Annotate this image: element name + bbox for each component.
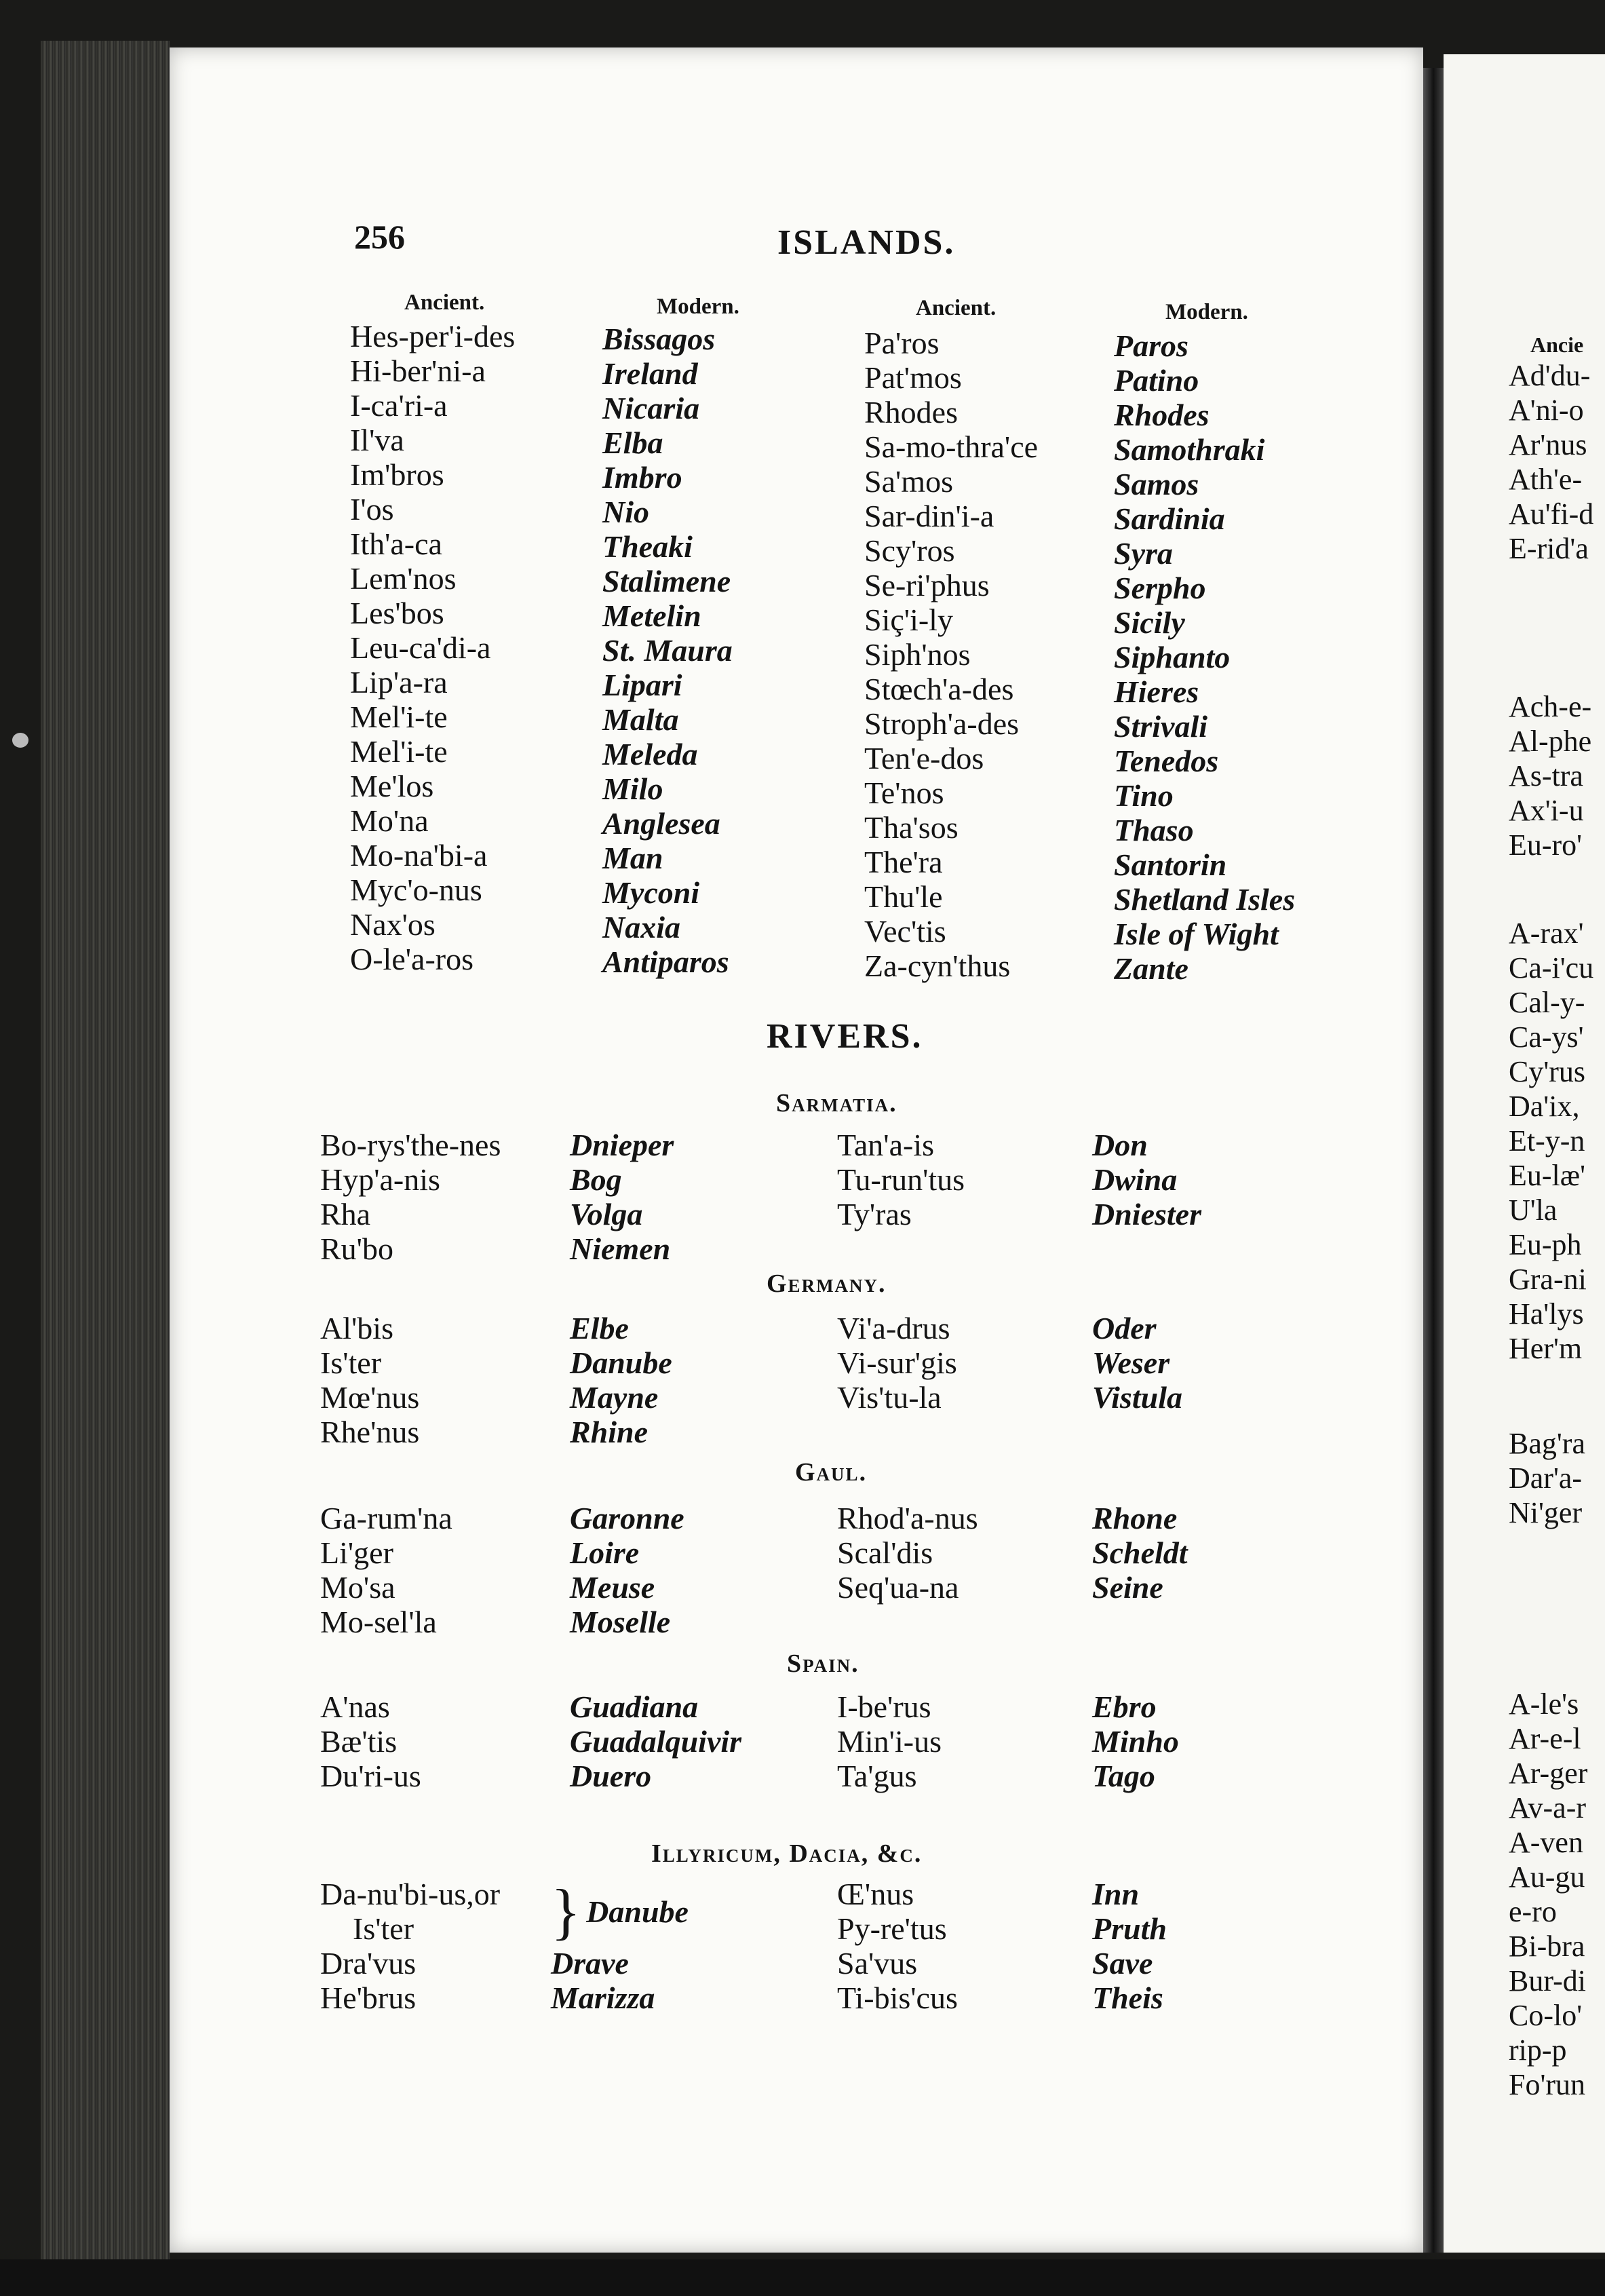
modern-name: Hieres [1114,674,1199,709]
ancient-name: Tha'sos [864,810,959,845]
facing-entry: Al-phe [1509,725,1592,758]
modern-name: Meleda [602,737,698,771]
facing-entry: Ni'ger [1509,1496,1583,1529]
modern-name: Duero [570,1759,652,1793]
facing-entry: Ar-ger [1509,1757,1588,1790]
modern-river-column [1092,1311,1182,1415]
ancient-name: Vis'tu-la [837,1380,942,1415]
ancient-river-column [320,1877,500,2015]
ancient-river-column [320,1689,421,1793]
ancient-name: I-ca'ri-a [350,388,448,423]
ancient-name: Siph'nos [864,637,971,672]
modern-name: Dniester [1092,1197,1201,1231]
facing-page [1444,54,1605,2253]
region-heading: Illyricum, Dacia, &c. [651,1839,923,1868]
modern-name: Lipari [602,668,682,702]
ancient-name: Sa'vus [837,1946,918,1981]
facing-entry: Et-y-n [1509,1124,1585,1157]
modern-name: Don [1092,1128,1148,1162]
modern-river-column [570,1311,672,1449]
modern-name: Rhone [1092,1501,1178,1535]
modern-name: Elbe [570,1311,629,1345]
modern-name: Tenedos [1114,744,1219,778]
ancient-name: Im'bros [350,457,444,492]
modern-name: Sicily [1114,605,1185,640]
facing-entry: Eu-ro' [1509,828,1583,862]
ancient-name: Thu'le [864,879,943,914]
ancient-name: Mœ'nus [320,1380,420,1415]
facing-entry: Ca-ys' [1509,1020,1584,1054]
modern-river-column [570,1689,741,1793]
modern-name: Tino [1114,778,1174,813]
modern-name: Nicaria [602,391,700,425]
ancient-name: Ty'ras [837,1197,912,1231]
modern-name: Dwina [1092,1162,1178,1197]
ancient-name: Is'ter [320,1345,382,1380]
modern-name: Shetland Isles [1114,882,1296,917]
modern-name: Sardinia [1114,501,1225,536]
modern-name: Siphanto [1114,640,1231,674]
ancient-name: Rha [320,1197,371,1231]
ancient-name: Lip'a-ra [350,665,448,700]
ancient-name: Pa'ros [864,326,940,360]
facing-group-4 [1509,1426,1585,1530]
region-heading: Gaul. [795,1458,868,1487]
modern-name: Naxia [602,910,680,944]
facing-entry: E-rid'a [1509,532,1589,565]
ancient-river-column [837,1877,958,2015]
modern-river-column [1092,1128,1201,1231]
modern-name: Ebro [1092,1689,1157,1724]
modern-name: Malta [602,702,679,737]
facing-entry: U'la [1509,1193,1558,1227]
ancient-name: Mo-na'bi-a [350,838,488,873]
ancient-name: Mel'i-te [350,700,448,734]
ancient-name: Tan'a-is [837,1128,935,1162]
modern-name: Rhine [570,1415,649,1449]
ancient-name: Scy'ros [864,533,955,568]
facing-entry: rip-p [1509,2033,1567,2067]
facing-group-2 [1509,689,1591,862]
modern-name: Guadalquivir [570,1724,742,1759]
facing-entry: Ha'lys [1509,1297,1584,1331]
modern-name: Garonne [570,1501,684,1535]
ancient-name: Al'bis [320,1311,393,1345]
ancient-name: Pat'mos [864,360,962,395]
modern-name: Imbro [602,460,682,495]
ancient-name: Ith'a-ca [350,527,442,561]
ancient-name: Li'ger [320,1535,393,1570]
modern-name: Myconi [602,875,700,910]
modern-name: Antiparos [602,944,729,979]
region-heading: Spain. [787,1649,859,1678]
modern-name: Serpho [1114,571,1206,605]
modern-name: Volga [570,1197,643,1231]
modern-name: Paros [1114,328,1188,363]
modern-name: Isle of Wight [1114,917,1279,951]
ancient-name: Se-ri'phus [864,568,990,602]
header-modern-1: Modern. [657,294,739,319]
ancient-name: Ta'gus [837,1759,917,1793]
modern-name: Tago [1092,1759,1155,1793]
ancient-name: Py-re'tus [837,1911,947,1946]
facing-group-5 [1509,1687,1587,2102]
ancient-river-column [320,1311,419,1449]
modern-name: Zante [1114,951,1188,986]
ancient-name: Dra'vus [320,1946,417,1981]
region-heading: Sarmatia. [776,1089,897,1117]
facing-entry: e-ro [1509,1895,1557,1928]
ancient-name: Lem'nos [350,561,457,596]
modern-name: Elba [602,425,663,460]
ancient-name: Da-nu'bi-us,or [320,1877,501,1911]
ancient-name: Te'nos [864,776,944,810]
ancient-name: Hes-per'i-des [350,319,516,353]
modern-name: Niemen [570,1231,671,1266]
modern-name: Oder [1092,1311,1157,1345]
facing-entry: Eu-læ' [1509,1159,1586,1192]
ancient-name: I'os [350,492,394,527]
modern-name: Danube [586,1894,689,1929]
ancient-name: Sar-din'i-a [864,499,994,533]
modern-river-column [570,1128,674,1266]
facing-entry: Dar'a- [1509,1461,1583,1495]
ancient-river-column [837,1501,978,1605]
modern-name: St. Maura [602,633,733,668]
ancient-name: Vi'a-drus [837,1311,950,1345]
ancient-name: Nax'os [350,907,436,942]
modern-name: Scheldt [1092,1535,1188,1570]
ancient-name: Vi-sur'gis [837,1345,957,1380]
ancient-name: Seq'ua-na [837,1570,959,1605]
modern-name: Bissagos [602,322,716,356]
facing-entry: Fo'run [1509,2068,1586,2101]
modern-name: Moselle [570,1605,671,1639]
modern-name: Samothraki [1114,432,1265,467]
ancient-name: Tu-run'tus [837,1162,965,1197]
modern-river-column [551,1877,689,2015]
ancient-name: Rhod'a-nus [837,1501,978,1535]
ancient-name: Ten'e-dos [864,741,984,776]
facing-entry: Ca-i'cu [1509,951,1594,984]
facing-group-1 [1509,358,1593,566]
ancient-river-column [837,1128,965,1231]
islands-ancient-column-1 [350,319,515,976]
ancient-name: Ti-bis'cus [837,1981,958,2015]
modern-name: Bog [570,1162,622,1197]
ancient-name: Rhodes [864,395,958,429]
modern-name: Mayne [570,1380,659,1415]
ancient-river-column [320,1128,501,1266]
ancient-name: Sa-mo-thra'ce [864,429,1039,464]
ancient-name: Is'ter [353,1911,414,1946]
facing-entry: Eu-ph [1509,1228,1582,1261]
facing-entry: A-ven [1509,1826,1583,1859]
ancient-name: Me'los [350,769,434,803]
modern-name: Loire [570,1535,640,1570]
ancient-name: Stœch'a-des [864,672,1014,706]
rivers-title: RIVERS. [767,1017,923,1056]
facing-entry: Ath'e- [1509,463,1583,496]
facing-entry: Au-gu [1509,1860,1585,1894]
modern-river-column [570,1501,684,1639]
facing-header: Ancie [1530,332,1584,357]
facing-entry: Au'fi-d [1509,497,1594,531]
modern-name: Nio [602,495,649,529]
ancient-name: Bo-rys'the-nes [320,1128,501,1162]
facing-entry: Her'm [1509,1332,1583,1365]
modern-name: Ireland [602,356,698,391]
facing-entry: As-tra [1509,759,1583,792]
modern-name: Theis [1092,1981,1163,2015]
modern-name: Pruth [1092,1911,1167,1946]
book-page [170,47,1423,2253]
islands-modern-column-1 [602,322,733,979]
modern-name: Drave [551,1946,629,1981]
region-heading: Germany. [767,1269,887,1298]
ancient-river-column [320,1501,452,1639]
ancient-name: Min'i-us [837,1724,942,1759]
modern-name: Weser [1092,1345,1170,1380]
header-ancient-1: Ancient. [404,290,485,315]
modern-name: Minho [1092,1724,1179,1759]
ancient-name: Il'va [350,423,404,457]
modern-name: Meuse [570,1570,655,1605]
facing-entry: Ar-e-l [1509,1722,1581,1755]
facing-entry: Da'ix, [1509,1090,1580,1123]
facing-group-3 [1509,916,1593,1366]
ancient-name: Siç'i-ly [864,602,953,637]
modern-name: Danube [570,1345,672,1380]
facing-entry: Av-a-r [1509,1791,1586,1824]
modern-name: Vistula [1092,1380,1182,1415]
modern-name: Metelin [602,598,701,633]
modern-name: Save [1092,1946,1153,1981]
margin-mark [12,733,28,748]
modern-river-column [1092,1501,1188,1605]
scan-border [0,2259,1605,2296]
page-number: 256 [354,218,405,256]
facing-entry: Co-lo' [1509,1999,1583,2032]
ancient-name: Rhe'nus [320,1415,420,1449]
book-spine [1423,68,1444,2253]
book-edge [41,41,170,2273]
facing-entry: Cy'rus [1509,1055,1586,1088]
header-ancient-2: Ancient. [916,296,997,320]
islands-modern-column-2 [1114,328,1295,986]
modern-name: Santorin [1114,847,1227,882]
modern-name: Syra [1114,536,1173,571]
modern-name: Samos [1114,467,1199,501]
modern-name: Dnieper [570,1128,674,1162]
ancient-name: Vec'tis [864,914,946,949]
islands-ancient-column-2 [864,326,1038,983]
facing-entry: Ad'du- [1509,359,1591,392]
facing-entry: A-rax' [1509,917,1584,950]
facing-entry: Bi-bra [1509,1930,1585,1963]
modern-name: Marizza [551,1981,655,2015]
brace-mark: } [551,1877,581,1946]
ancient-name: Œ'nus [837,1877,914,1911]
modern-name: Patino [1114,363,1199,398]
ancient-name: Du'ri-us [320,1759,421,1793]
ancient-name: Za-cyn'thus [864,949,1011,983]
facing-entry: A'ni-o [1509,394,1584,427]
ancient-name: The'ra [864,845,943,879]
ancient-name: Mo'sa [320,1570,395,1605]
ancient-name: I-be'rus [837,1689,931,1724]
ancient-name: He'brus [320,1981,417,2015]
ancient-name: A'nas [320,1689,390,1724]
ancient-name: Bæ'tis [320,1724,398,1759]
facing-entry: Bag'ra [1509,1427,1585,1460]
facing-entry: Ax'i-u [1509,794,1584,827]
ancient-river-column [837,1311,957,1415]
ancient-name: Sa'mos [864,464,953,499]
modern-name: Thaso [1114,813,1194,847]
ancient-name: O-le'a-ros [350,942,473,976]
facing-entry: Cal-y- [1509,986,1585,1019]
ancient-river-column [837,1689,942,1793]
modern-name: Inn [1092,1877,1140,1911]
facing-entry: A-le's [1509,1687,1579,1721]
modern-name: Anglesea [602,806,720,841]
ancient-name: Stroph'a-des [864,706,1020,741]
header-modern-2: Modern. [1165,300,1248,324]
facing-entry: Gra-ni [1509,1263,1587,1296]
ancient-name: Myc'o-nus [350,873,482,907]
ancient-name: Scal'dis [837,1535,933,1570]
modern-river-column [1092,1877,1167,2015]
modern-name: Seine [1092,1570,1163,1605]
ancient-name: Hi-ber'ni-a [350,353,486,388]
facing-entry: Ach-e- [1509,690,1592,723]
ancient-name: Mo-sel'la [320,1605,437,1639]
ancient-name: Mo'na [350,803,429,838]
ancient-name: Hyp'a-nis [320,1162,440,1197]
modern-name: Man [602,841,663,875]
modern-name: Theaki [602,529,693,564]
ancient-name: Ru'bo [320,1231,393,1266]
facing-entry: Bur-di [1509,1964,1586,1997]
ancient-name: Ga-rum'na [320,1501,452,1535]
modern-river-column [1092,1689,1179,1793]
page-title: ISLANDS. [777,223,956,262]
ancient-name: Mel'i-te [350,734,448,769]
modern-name: Rhodes [1114,398,1210,432]
modern-name: Stalimene [602,564,731,598]
facing-entry: Ar'nus [1509,428,1587,461]
ancient-name: Leu-ca'di-a [350,630,491,665]
modern-name: Guadiana [570,1689,699,1724]
ancient-name: Les'bos [350,596,444,630]
modern-name: Strivali [1114,709,1208,744]
modern-name: Milo [602,771,663,806]
